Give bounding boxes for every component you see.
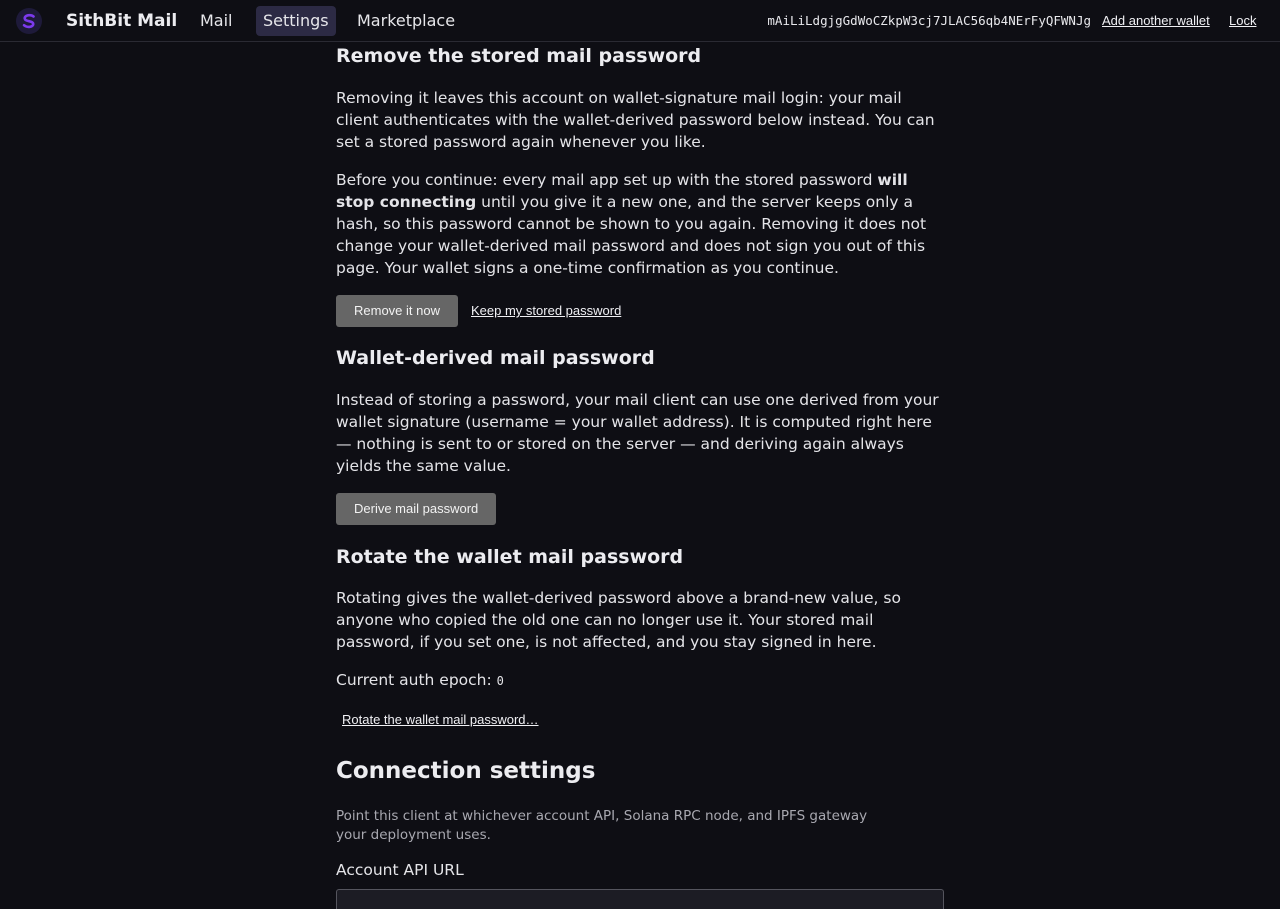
derive-password-description: Instead of storing a password, your mail client can use one derived from your wallet signature (username = your wallet address). It is computed right here — nothing is sent to or stored on the server — and deriving again always yields the same value. bbox=[336, 391, 939, 475]
logo-s-icon bbox=[20, 12, 38, 30]
warning-suffix: until you give it a new one, and the server keeps only a hash, so this password cannot be shown to you again. Removing it does not change your wallet-derived mail password and does not sign you out of this page. Your wallet signs a one-time confirmation as you continue. bbox=[336, 193, 927, 277]
auth-epoch-value: 0 bbox=[496, 674, 504, 688]
auth-epoch-label: Current auth epoch: bbox=[336, 671, 492, 689]
warning-prefix: Before you continue: every mail app set up with the stored password bbox=[336, 171, 878, 189]
connection-settings-description: Point this client at whichever account API, Solana RPC node, and IPFS gateway your deployment uses. bbox=[336, 808, 868, 843]
rotate-password-description: Rotating gives the wallet-derived password above a brand-new value, so anyone who copied the old one can no longer use it. Your stored mail password, if you set one, is not affected, and you stay signed in here. bbox=[336, 589, 901, 651]
lock-link[interactable]: Lock bbox=[1229, 13, 1257, 28]
add-wallet-link[interactable]: Add another wallet bbox=[1102, 13, 1210, 28]
auth-epoch-row bbox=[336, 669, 504, 692]
nav-marketplace[interactable]: Marketplace bbox=[357, 11, 456, 30]
account-api-label: Account API URL bbox=[336, 861, 464, 879]
remove-password-warning bbox=[336, 169, 944, 279]
keep-password-link[interactable]: Keep my stored password bbox=[471, 303, 622, 318]
remove-now-button[interactable]: Remove it now bbox=[336, 295, 458, 327]
derive-password-heading: Wallet-derived mail password bbox=[336, 347, 655, 369]
remove-password-description: Removing it leaves this account on wallet-signature mail login: your mail client authenticates with the wallet-derived password below instead. You can set a stored password again whenever you like. bbox=[336, 89, 935, 151]
rotate-password-link[interactable]: Rotate the wallet mail password… bbox=[342, 712, 539, 727]
nav-mail[interactable]: Mail bbox=[200, 11, 233, 30]
app-logo[interactable] bbox=[16, 8, 42, 34]
wallet-address: mAiLiLdgjgGdWoCZkpW3cj7JLAC56qb4NErFyQFWNJg bbox=[767, 13, 1091, 28]
connection-settings-heading: Connection settings bbox=[336, 758, 596, 784]
brand-title[interactable]: SithBit Mail bbox=[66, 11, 178, 31]
warning-emphasis: will stop connecting bbox=[336, 171, 908, 211]
account-api-input[interactable] bbox=[336, 889, 944, 909]
derive-password-button[interactable]: Derive mail password bbox=[336, 493, 496, 525]
rotate-password-heading: Rotate the wallet mail password bbox=[336, 546, 684, 568]
remove-password-heading: Remove the stored mail password bbox=[336, 45, 702, 67]
top-bar bbox=[0, 0, 1280, 42]
nav-settings[interactable]: Settings bbox=[256, 6, 336, 36]
